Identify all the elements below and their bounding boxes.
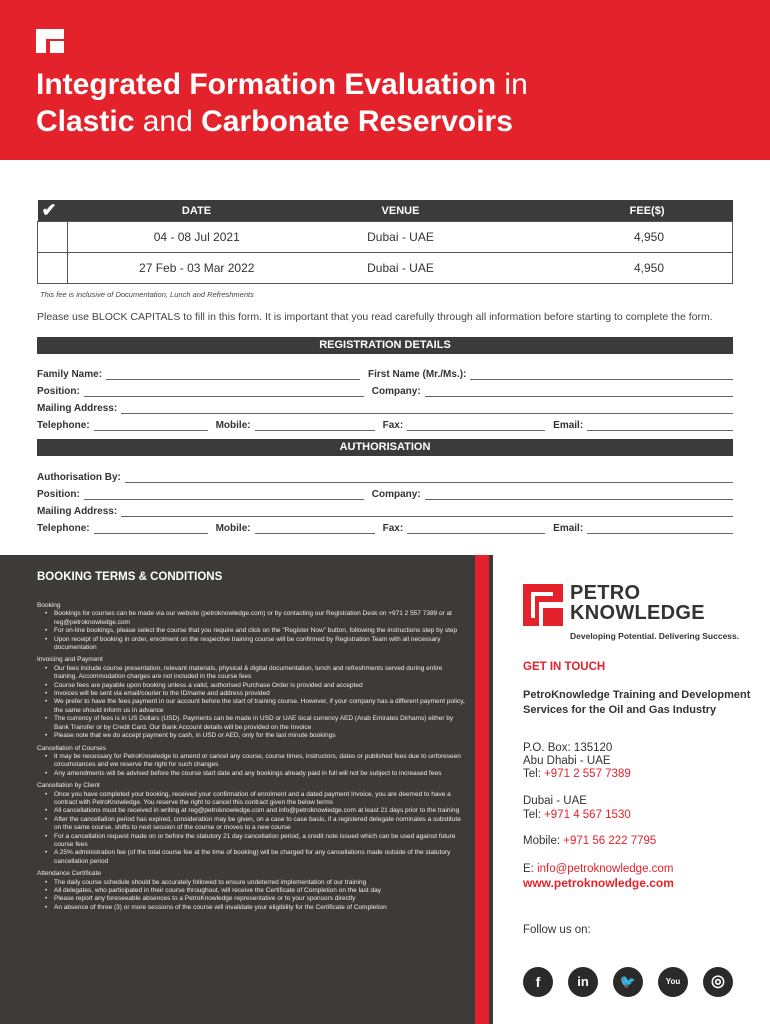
fee-note: This fee is inclusive of Documentation, Lunch and Refreshments: [40, 290, 254, 299]
auth-mobile-field[interactable]: [255, 523, 375, 534]
petroknowledge-mark-icon: [36, 29, 64, 53]
terms-body: [37, 598, 467, 912]
date-header: DATE: [68, 200, 326, 222]
auth-mailing-address-label: Mailing Address:: [37, 506, 118, 517]
email-link[interactable]: info@petroknowledge.com: [537, 863, 674, 875]
list-item: • Please note that we do accept payment by cash, in USD or AED, only for the last minute bookings: [45, 732, 467, 740]
auth-position-label: Position:: [37, 489, 80, 500]
terms-section-heading: Cancellation of Courses: [37, 744, 107, 752]
schedule-table: [37, 200, 733, 284]
terms-section-heading: Cancellation by Client: [37, 782, 100, 790]
twitter-icon[interactable]: 🐦: [613, 967, 643, 997]
phone-1-link[interactable]: +971 2 557 7389: [544, 768, 631, 780]
brand-tagline: Developing Potential. Delivering Success.: [570, 631, 740, 641]
phone-2-link[interactable]: +971 4 567 1530: [544, 809, 631, 821]
authorisation-form: [37, 466, 733, 534]
fax-field[interactable]: [407, 420, 545, 431]
check-column-header: ✔: [38, 200, 68, 222]
mobile-number: Mobile: +971 56 222 7795: [523, 835, 657, 847]
fax-label: Fax:: [382, 420, 404, 431]
facebook-icon[interactable]: f: [523, 967, 553, 997]
list-item: • All delegates, who participated in their course throughout, will receive the Certificate of Completion on the last day: [45, 887, 467, 895]
list-item: • We prefer to have the fees payment in our account before the start of training course. However, if your company has a different payment policy, the same should inform us in advance: [45, 698, 467, 715]
page-title: Integrated Formation Evaluation in Clastic and Carbonate Reservoirs: [36, 68, 528, 138]
terms-section-heading: Invoicing and Payment: [37, 656, 103, 664]
family-name-field[interactable]: [106, 369, 360, 380]
form-instruction: Please use BLOCK CAPITALS to fill in this form. It is important that you read carefully through all information before starting to complete the form.: [37, 311, 713, 323]
auth-email-field[interactable]: [587, 523, 733, 534]
petroknowledge-logo-icon: [523, 584, 563, 626]
mobile-field[interactable]: [255, 420, 375, 431]
po-box: P.O. Box: 135120: [523, 742, 613, 754]
auth-fax-label: Fax:: [382, 523, 404, 534]
telephone-field[interactable]: [94, 420, 208, 431]
auth-telephone-label: Telephone:: [37, 523, 90, 534]
get-in-touch-heading: GET IN TOUCH: [523, 661, 606, 673]
youtube-icon[interactable]: You: [658, 967, 688, 997]
list-item: • For a cancellation request made on or before the statutory 21 day cancellation period, a credit note issued which can be used against future course fees: [45, 833, 467, 850]
accent-strip: [475, 555, 489, 1024]
registration-details-bar: REGISTRATION DETAILS: [37, 337, 733, 354]
email-label: Email:: [553, 420, 584, 431]
authorisation-bar: AUTHORISATION: [37, 439, 733, 456]
telephone-label: Telephone:: [37, 420, 90, 431]
brand-name: PETRO KNOWLEDGE: [570, 582, 705, 624]
schedule-fee: 4,950: [476, 222, 733, 253]
schedule-fee: 4,950: [476, 253, 733, 284]
accent-strip-dark: [489, 555, 493, 1024]
schedule-date: 27 Feb - 03 Mar 2022: [68, 253, 326, 284]
list-item: • Invoices will be sent via email/courier to the ID/name and address provided: [45, 690, 467, 698]
registration-form: [37, 363, 733, 431]
authorisation-by-field[interactable]: [125, 472, 733, 483]
terms-list: [37, 791, 467, 867]
terms-title: BOOKING TERMS & CONDITIONS: [37, 571, 223, 583]
list-item: • For on-line bookings, please select the course that you require and click on the "Register Now" button, following the instructions step by step: [45, 627, 467, 635]
schedule-date: 04 - 08 Jul 2021: [68, 222, 326, 253]
authorisation-by-label: Authorisation By:: [37, 472, 121, 483]
mailing-address-label: Mailing Address:: [37, 403, 118, 414]
venue-header: VENUE: [326, 200, 476, 222]
phone-1: Tel: +971 2 557 7389: [523, 768, 631, 780]
list-item: • A 25% administration fee (of the total course fee at the time of booking) will be charged for any cancellations made outside of the statutory cancellation period: [45, 849, 467, 866]
schedule-checkbox[interactable]: [38, 222, 68, 253]
list-item: • Our fees include course presentation, relevant materials, physical & digital documentation, lunch and refreshments served during entire training. Accommodation charges are not included in the course fees: [45, 665, 467, 682]
terms-list: [37, 610, 467, 652]
linkedin-icon[interactable]: in: [568, 967, 598, 997]
table-row: [38, 253, 733, 284]
company-field[interactable]: [425, 386, 733, 397]
list-item: • It may be necessary for PetroKnowledge to amend or cancel any course, course times, instructors, dates or published fees due to unforeseen circumstances and we reserve the right for such changes: [45, 753, 467, 770]
list-item: • Once you have completed your booking, received your confirmation of enrolment and a dated payment Invoice, you are deemed to have a contract with PetroKnowledge. You reserve the right to cancel this contract given the below terms: [45, 791, 467, 808]
auth-mailing-address-field[interactable]: [121, 506, 733, 517]
schedule-venue: Dubai - UAE: [326, 222, 476, 253]
list-item: • An absence of three (3) or more sessions of the course will invalidate your eligibility for the Certificate of Completion: [45, 904, 467, 912]
website-link[interactable]: www.petroknowledge.com: [523, 876, 674, 890]
email-contact: E: info@petroknowledge.com: [523, 863, 674, 875]
mailing-address-field[interactable]: [121, 403, 733, 414]
first-name-label: First Name (Mr./Ms.):: [368, 369, 467, 380]
schedule-venue: Dubai - UAE: [326, 253, 476, 284]
fee-header: FEE($): [476, 200, 733, 222]
company-label: Company:: [371, 386, 421, 397]
list-item: • The daily course schedule should be accurately followed to ensure undeterred implementation of our training: [45, 879, 467, 887]
terms-list: [37, 665, 467, 741]
list-item: • Please report any foreseeable absences to a PetroKnowledge representative or to your sponsors directly: [45, 895, 467, 903]
auth-company-field[interactable]: [425, 489, 733, 500]
mobile-link[interactable]: +971 56 222 7795: [563, 835, 657, 847]
list-item: • Any amendments will be advised before the course start date and any bookings already paid in full will not be subject to increased fees: [45, 770, 467, 778]
auth-email-label: Email:: [553, 523, 584, 534]
auth-position-field[interactable]: [84, 489, 364, 500]
position-field[interactable]: [84, 386, 364, 397]
terms-section-heading: Booking: [37, 602, 61, 609]
header-banner: [0, 0, 770, 160]
table-row: [38, 222, 733, 253]
terms-section-heading: Attendance Certificate: [37, 870, 101, 878]
list-item: • Course fees are payable upon booking unless a valid, authorised Purchase Order is provided and accepted: [45, 682, 467, 690]
list-item: • All cancellations must be received in writing at reg@petroknowledge.com and info@petroknowledge.com at least 21 days prior to the training: [45, 807, 467, 815]
family-name-label: Family Name:: [37, 369, 103, 380]
phone-2: Tel: +971 4 567 1530: [523, 809, 631, 821]
schedule-checkbox[interactable]: [38, 253, 68, 284]
list-item: • Bookings for courses can be made via our website (petroknowledge.com) or by contacting our Registration Desk on +971 2 557 7389 or at reg@petroknowledge.com: [45, 610, 467, 627]
auth-fax-field[interactable]: [407, 523, 545, 534]
follow-us-label: Follow us on:: [523, 924, 591, 936]
list-item: • The currency of fees is in US Dollars (USD). Payments can be made in USD or UAE local currency AED (Arab Emirates Dirhams) either by Bank Transfer or by Credit Card. Our Bank Account details will be provided on the Invoice: [45, 715, 467, 732]
email-field[interactable]: [587, 420, 733, 431]
bottom-section: [0, 555, 770, 1024]
address-city-2: Dubai - UAE: [523, 795, 587, 807]
mobile-label: Mobile:: [215, 420, 251, 431]
address-city-1: Abu Dhabi - UAE: [523, 755, 611, 767]
list-item: • Upon receipt of booking in order, enrolment on the respective training course will be confirmed by Registration Team with all necessary documentation: [45, 636, 467, 653]
list-item: • After the cancellation period has expired, consideration may be given, on a case to case basis, if a registered delegate nominates a substitute on the same course, shifts to next session of the course or moves to a new course: [45, 816, 467, 833]
auth-mobile-label: Mobile:: [215, 523, 251, 534]
first-name-field[interactable]: [470, 369, 733, 380]
instagram-icon[interactable]: ◎: [703, 967, 733, 997]
terms-list: [37, 753, 467, 778]
auth-company-label: Company:: [371, 489, 421, 500]
terms-list: [37, 879, 467, 913]
company-name: PetroKnowledge Training and Development Services for the Oil and Gas Industry: [523, 689, 751, 716]
auth-telephone-field[interactable]: [94, 523, 208, 534]
position-label: Position:: [37, 386, 80, 397]
